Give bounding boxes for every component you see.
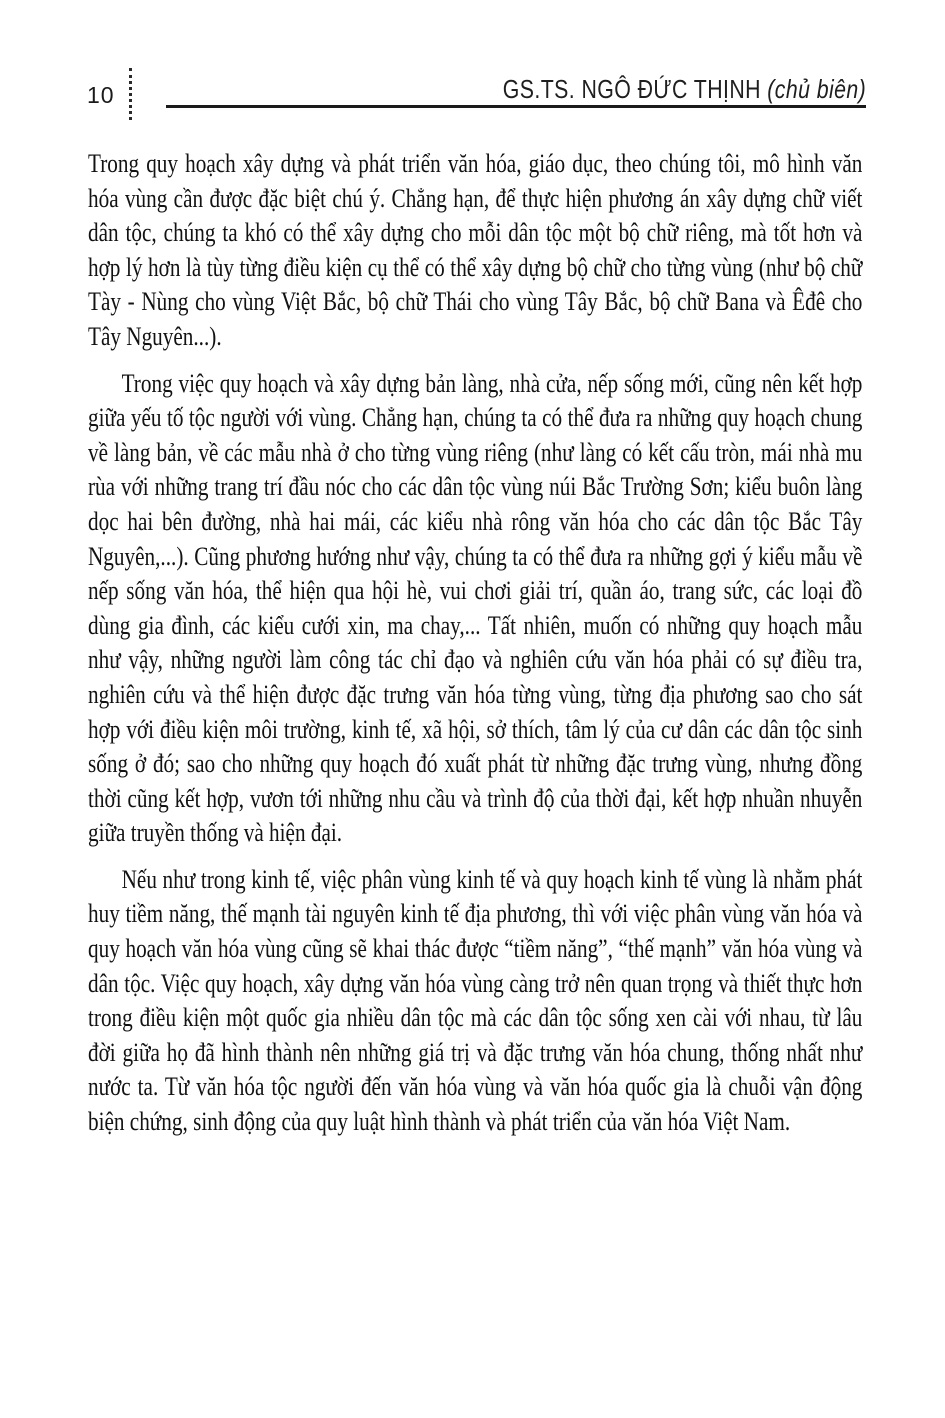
header-rule bbox=[166, 105, 866, 108]
running-header-title bbox=[503, 74, 866, 105]
paragraph-1: Trong quy hoạch xây dựng và phát triển văn hóa, giáo dục, theo chúng tôi, mô hình văn hóa vùng cần được đặc biệt chú ý. Chẳng hạn, để thực hiện phương án xây dựng chữ viết dân tộc, chúng ta khó có thể xây dựng cho mỗi dân tộc một bộ chữ riêng, mà tốt hơn và hợp lý hơn là tùy từng điều kiện cụ thể có thể xây dựng bộ chữ cho từng vùng (như bộ chữ Tày - Nùng cho vùng Việt Bắc, bộ chữ Thái cho vùng Tây Bắc, bộ chữ Bana và Êđê cho Tây Nguyên...). bbox=[88, 148, 863, 351]
page-number: 10 bbox=[87, 82, 115, 108]
running-header-role: (chủ biên) bbox=[767, 74, 866, 104]
paragraph-3: Nếu như trong kinh tế, việc phân vùng kinh tế và quy hoạch kinh tế vùng là nhằm phát huy tiềm năng, thế mạnh tài nguyên kinh tế địa phương, thì với việc phân vùng văn hóa và quy hoạch văn hóa vùng cũng sẽ khai thác được “tiềm năng”, “thế mạnh” văn hóa vùng và dân tộc. Việc quy hoạch, xây dựng văn hóa vùng càng trở nên quan trọng và thiết thực hơn trong điều kiện một quốc gia nhiều dân tộc mà các dân tộc sống xen cài với nhau, từ lâu đời giữa họ đã hình thành nên những giá trị và đặc trưng văn hóa chung, thống nhất như nước ta. Từ văn hóa tộc người đến văn hóa vùng và văn hóa quốc gia là chuỗi vận động biện chứng, sinh động của quy luật hình thành và phát triển của văn hóa Việt Nam. bbox=[88, 863, 863, 1137]
header-dotted-divider bbox=[129, 68, 132, 120]
page-body bbox=[88, 146, 862, 1139]
running-header-author: GS.TS. NGÔ ĐỨC THỊNH bbox=[502, 74, 768, 104]
paragraph-2: Trong việc quy hoạch và xây dựng bản làng, nhà cửa, nếp sống mới, cũng nên kết hợp giữa yếu tố tộc người với vùng. Chẳng hạn, chúng ta có thể đưa ra những quy hoạch chung về làng bản, về các mẫu nhà ở cho từng vùng riêng (như làng có kết cấu tròn, mái nhà mu rùa với những trang trí đầu nóc cho các dân tộc vùng núi Bắc Trường Sơn; kiểu buôn làng dọc hai bên đường, nhà hai mái, các kiểu nhà rông văn hóa cho các dân tộc Bắc Tây Nguyên,...). Cũng phương hướng như vậy, chúng ta có thể đưa ra những gợi ý kiểu mẫu về nếp sống văn hóa, thể hiện qua hội hè, vui chơi giải trí, quần áo, trang sức, các loại đồ dùng gia đình, các kiểu cưới xin, ma chay,... Tất nhiên, muốn có những quy hoạch mẫu như vậy, những người làm công tác chỉ đạo và nghiên cứu văn hóa phải có sự điều tra, nghiên cứu và thể hiện được đặc trưng văn hóa từng vùng, từng địa phương sao cho sát hợp với điều kiện môi trường, kinh tế, xã hội, sở thích, tâm lý của cư dân các dân tộc sinh sống ở đó; sao cho những quy hoạch đó xuất phát từ những đặc trưng vùng, nhưng đồng thời cũng kết hợp, vươn tới những nhu cầu và trình độ của thời đại, kết hợp nhuần nhuyễn giữa truyền thống và hiện đại. bbox=[88, 367, 863, 848]
